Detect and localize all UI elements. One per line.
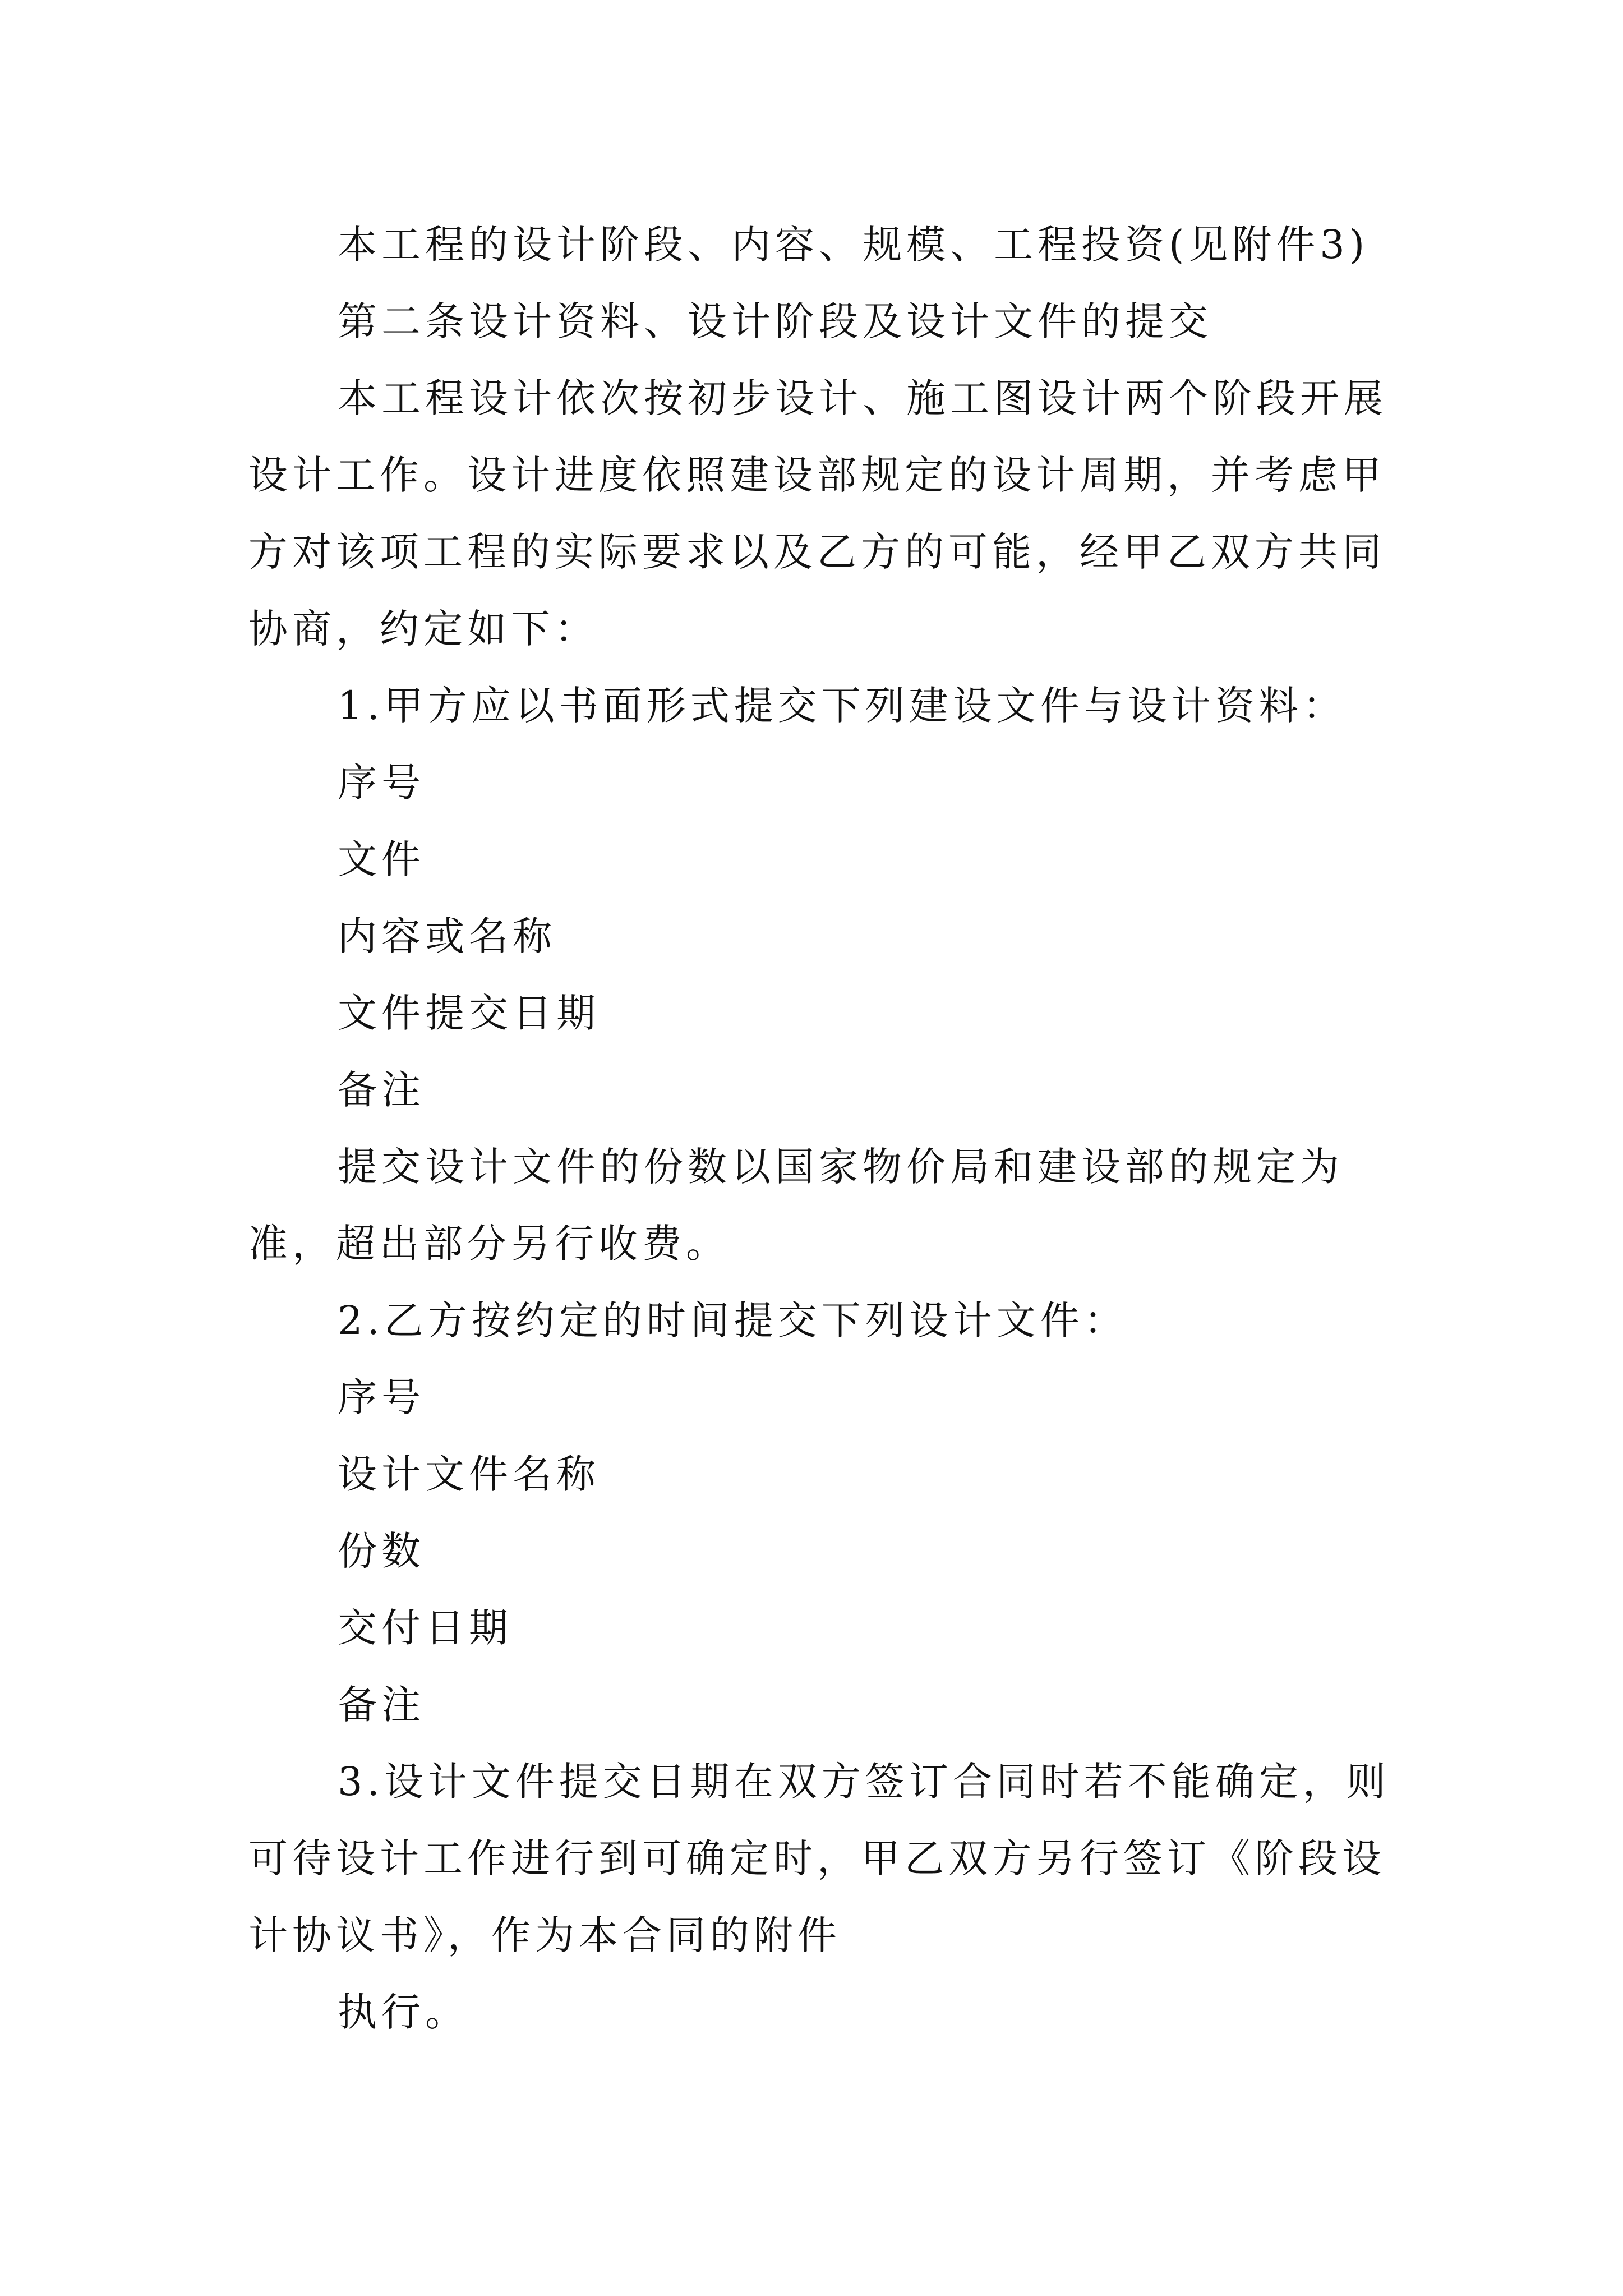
paragraph-stages-line-4: 协商，约定如下： [248, 606, 598, 652]
paragraph-stages-line-2: 设计工作。设计进度依照建设部规定的设计周期，并考虑甲 [248, 452, 1386, 498]
article-two-heading: 第二条设计资料、设计阶段及设计文件的提交 [338, 298, 1212, 344]
table-two-col-remark: 备注 [338, 1682, 425, 1728]
paragraph-stages-line-1: 本工程设计依次按初步设计、施工图设计两个阶段开展 [338, 375, 1387, 421]
table-one-col-date: 文件提交日期 [338, 990, 600, 1036]
table-one-col-serial: 序号 [338, 760, 425, 806]
item-three-line-1: 3.设计文件提交日期在双方签订合同时若不能确定，则 [338, 1759, 1390, 1805]
table-two-col-serial: 序号 [338, 1374, 425, 1420]
item-two-heading: 2.乙方按约定的时间提交下列设计文件： [338, 1297, 1128, 1343]
paragraph-scope-line: 本工程的设计阶段、内容、规模、工程投资(见附件3) [338, 222, 1370, 268]
item-three-line-2: 可待设计工作进行到可确定时，甲乙双方另行签订《阶段设 [248, 1835, 1386, 1881]
item-three-line-4: 执行。 [338, 1989, 469, 2035]
paragraph-stages-line-3: 方对该项工程的实际要求以及乙方的可能，经甲乙双方共同 [248, 529, 1386, 575]
item-one-heading: 1.甲方应以书面形式提交下列建设文件与设计资料： [338, 683, 1347, 729]
table-two-col-copies: 份数 [338, 1528, 425, 1574]
paragraph-copies-line-2: 准，超出部分另行收费。 [248, 1221, 730, 1267]
item-three-line-3: 计协议书》，作为本合同的附件 [248, 1912, 841, 1958]
table-one-col-file: 文件 [338, 836, 425, 882]
table-two-col-name: 设计文件名称 [338, 1451, 600, 1497]
table-two-col-delivery-date: 交付日期 [338, 1605, 513, 1651]
paragraph-copies-line-1: 提交设计文件的份数以国家物价局和建设部的规定为 [338, 1144, 1344, 1190]
table-one-col-remark: 备注 [338, 1067, 425, 1113]
table-one-col-content: 内容或名称 [338, 913, 556, 959]
